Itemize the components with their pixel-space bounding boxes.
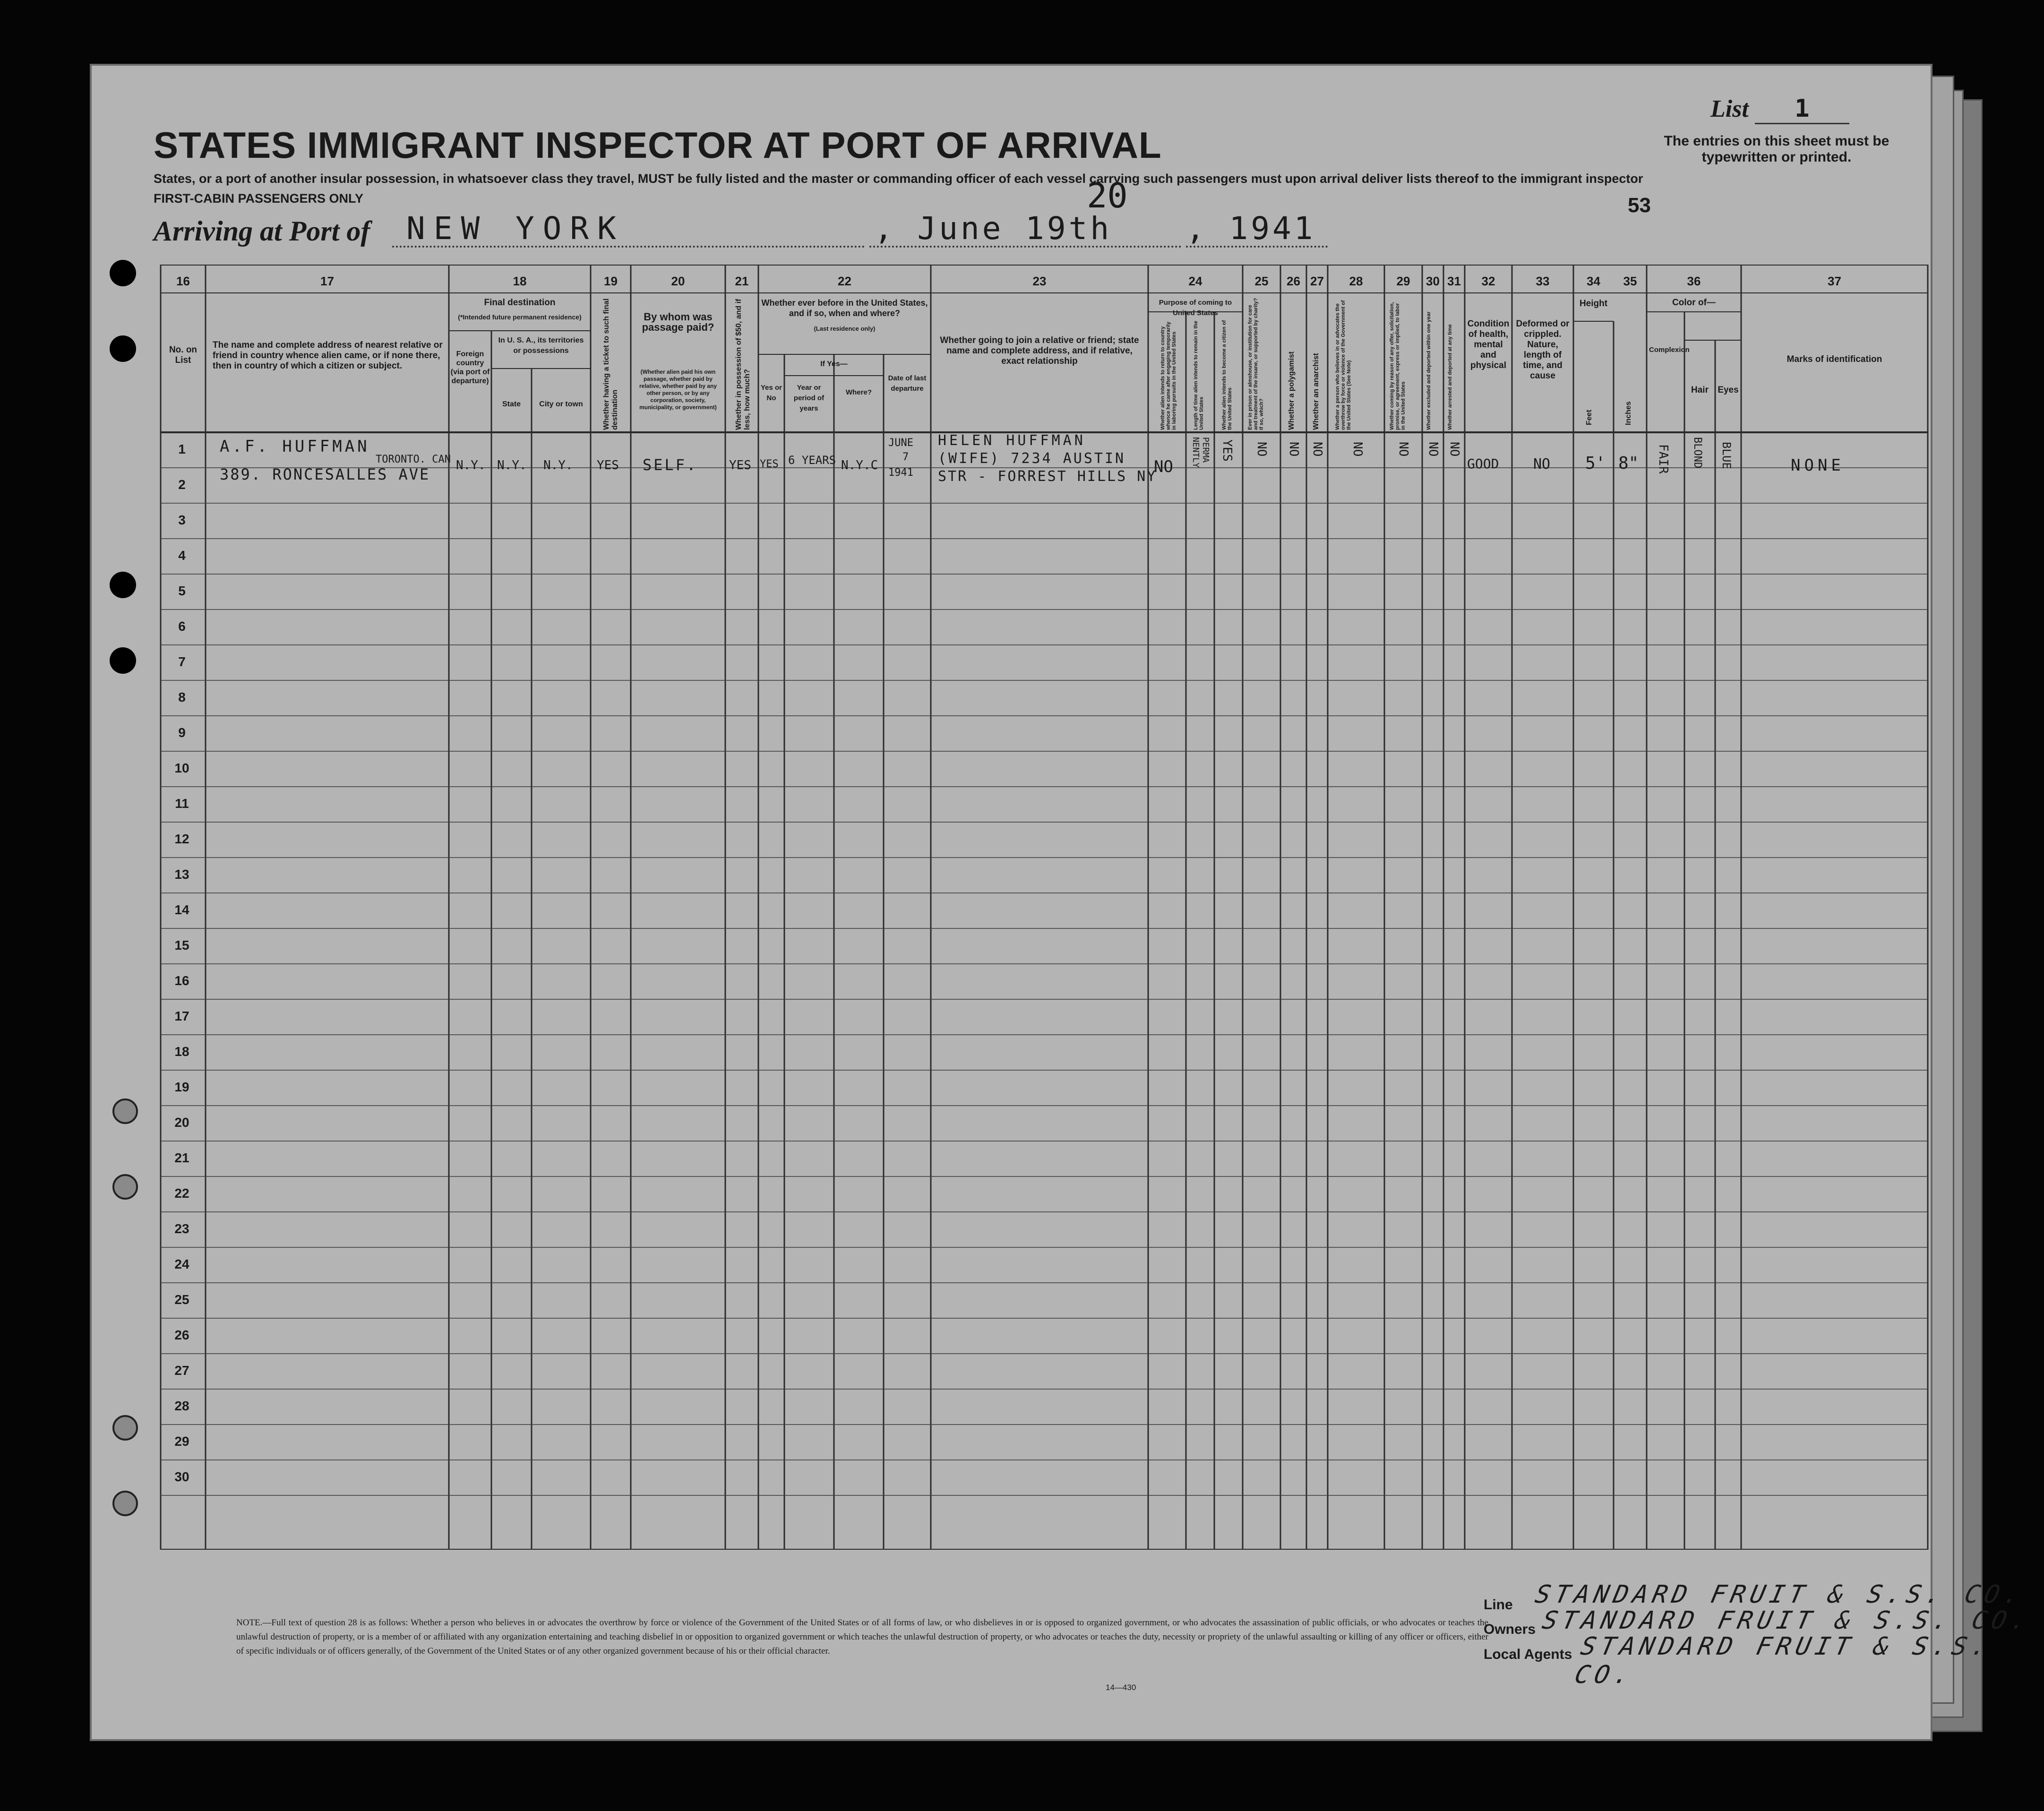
entry-where: N.Y.C (841, 458, 878, 472)
row-number: 29 (174, 1434, 189, 1449)
form-number: 14—430 (1106, 1683, 1136, 1692)
header-ticket: Whether having a ticket to such final destination (602, 298, 619, 430)
header-if-yes: If Yes— (820, 360, 848, 368)
header-money: Whether in possession of $50, and if less, how much? (735, 299, 751, 430)
year-value: , 1941 (1186, 210, 1316, 247)
row-number: 23 (174, 1221, 189, 1236)
row-number: 25 (174, 1292, 189, 1307)
header-date-departure: Date of last departure (888, 374, 927, 393)
row-number: 6 (178, 619, 186, 634)
entry-feet: 5' (1585, 454, 1606, 473)
date-value: , June 19th (874, 210, 1112, 247)
row-number: 12 (174, 832, 189, 846)
header-marks: Marks of identification (1786, 354, 1882, 364)
header-purpose-length: Length of time alien intends to remain in the United States (1193, 320, 1204, 430)
row-number: 30 (174, 1469, 189, 1484)
col-num-34: 34 (1587, 274, 1600, 288)
header-passage-sub: (Whether alien paid his own passage, whether paid by relative, whether paid by any other person, or by any corporation, society, municipality, or government) (639, 369, 717, 411)
header-hair: Hair (1691, 385, 1709, 395)
header-nearest-relative: The name and complete address of nearest relative or friend in country whence alien came, or if none there, then in country of which a citizen or subject. (213, 340, 443, 371)
entry-inches: 8" (1618, 454, 1639, 473)
header-overthrow: Whether a person who believes in or advocates the overthrow by force or violence of the Government of the United States (See Note) (1335, 300, 1352, 430)
col-num-20: 20 (671, 274, 685, 288)
col-num-19: 19 (604, 274, 618, 288)
entry-length: PERMA NENTLY (1191, 437, 1211, 468)
line-value: STANDARD FRUIT & S.S. CO. (1532, 1580, 2027, 1609)
col-num-21: 21 (735, 274, 749, 288)
header-color-of: Color of— (1672, 298, 1716, 308)
row-number: 24 (174, 1257, 189, 1271)
header-yes-no: Yes or No (760, 384, 782, 402)
header-no-on-list: No. on List (169, 345, 198, 365)
col-num-17: 17 (320, 274, 334, 288)
entry-years: 6 YEARS (788, 454, 836, 467)
col-num-23: 23 (1032, 274, 1047, 288)
row-number: 26 (174, 1328, 189, 1342)
entry-joining-line-1: HELEN HUFFMAN (938, 432, 1086, 449)
col-num-36: 36 (1687, 274, 1701, 288)
entry-ticket: YES (597, 458, 619, 472)
header-joining: Whether going to join a relative or friend; state name and complete address, and if relative, exact relationship (940, 335, 1139, 366)
row-number: 9 (178, 725, 186, 740)
row-number: 11 (175, 796, 189, 811)
entries-note: The entries on this sheet must be typewritten or printed. (1664, 133, 1889, 165)
entry-eyes: BLUE (1720, 442, 1733, 469)
entry-departure-day: 7 (902, 451, 909, 463)
port-value: NEW YORK (406, 210, 625, 247)
list-label: List (1710, 95, 1749, 122)
entry-deformed: NO (1533, 456, 1551, 472)
entry-relative-street: 389. RONCESALLES AVE (220, 465, 430, 483)
footnote-question-28: NOTE.—Full text of question 28 is as follows: Whether a person who believes in or advocates the overthrow by force or violence of the Government of the United States or of all forms of law, or who disbelieves in or is opposed to organized government, or who advocates the assassination of public officials, or who advocates or teaches the unlawful destruction of property, or is a member of or affiliated with any organization entertaining and teaching disbelief in or opposition to organized government or which teaches the unlawful destruction of property, or who advocates or teaches the duty, necessity or propriety of the unlawful assaulting or killing of any officer or officers, either of specific individuals or of officers generally, of the Government of the United States or of any other organized government because of his or their official character. (236, 1618, 1488, 1656)
manifest-table (90, 265, 1932, 1550)
header-feet: Feet (1585, 410, 1593, 425)
header-anarchist: Whether an anarchist (1312, 353, 1320, 430)
header-coming-by-reason: Whether coming by reason of any offer, solicitation, promise, or agreement, express or implied, to labor in the United States (1389, 302, 1406, 430)
col-num-22: 22 (838, 274, 851, 288)
col-num-28: 28 (1349, 274, 1363, 288)
list-number (1710, 94, 1849, 124)
row-number: 3 (178, 513, 186, 527)
entry-foreign-country: N.Y. (456, 458, 486, 472)
col-num-32: 32 (1481, 274, 1495, 288)
col-num-31: 31 (1447, 274, 1461, 288)
col-num-33: 33 (1536, 274, 1550, 288)
entry-relative-name: A.F. HUFFMAN (220, 437, 370, 456)
header-foreign-country: Foreign country (via port of departure) (450, 350, 490, 385)
entry-joining-line-2: (WIFE) 7234 AUSTIN (938, 450, 1126, 467)
entry-passage-paid: SELF. (643, 456, 698, 474)
header-health: Condition of health, mental and physical (1467, 319, 1510, 370)
row-number: 27 (174, 1363, 189, 1378)
entry-state: N.Y. (497, 458, 527, 472)
header-polygamist: Whether a polygamist (1288, 351, 1296, 430)
header-purpose: Purpose of coming to United States (1159, 299, 1232, 317)
row-number: 17 (174, 1009, 189, 1023)
entry-overthrow: NO (1350, 442, 1365, 457)
entry-return: NO (1154, 457, 1173, 476)
col-num-16: 16 (176, 274, 190, 288)
header-inches: Inches (1624, 401, 1632, 425)
entry-money: YES (729, 458, 751, 472)
header-prison: Ever in prison or almshouse, or institution for care and treatment of the insane, or supported by charity? If so, which? (1247, 298, 1264, 430)
sheet-number: 53 (1628, 194, 1651, 217)
header-passage-paid: By whom was passage paid? (642, 311, 714, 333)
header-before-sub: (Last residence only) (814, 325, 876, 332)
header-deformed: Deformed or crippled. Nature, length of time, and cause (1516, 319, 1570, 381)
header-final-destination: Final destination (484, 298, 556, 308)
header-where: Where? (845, 388, 872, 396)
entry-polygamist: NO (1287, 442, 1301, 457)
date-correction: 20 (1087, 176, 1128, 215)
header-city: City or town (539, 400, 583, 408)
entry-departure-year: 1941 (888, 467, 913, 479)
row-number: 28 (174, 1399, 189, 1413)
row-number: 10 (174, 761, 189, 775)
row-number: 1 (178, 442, 186, 456)
col-num-27: 27 (1310, 274, 1324, 288)
entry-marks: NONE (1791, 456, 1845, 475)
header-height: Height (1579, 299, 1608, 309)
entry-arrested: NO (1447, 442, 1461, 457)
row-number: 18 (174, 1044, 189, 1059)
entry-before-yes: YES (760, 458, 779, 470)
header-state: State (502, 400, 521, 408)
header-excluded: Whether excluded and deported within one year (1426, 311, 1432, 430)
header-purpose-citizen: Whether alien intends to become a citizen of the United States (1221, 320, 1233, 430)
row-number: 20 (174, 1115, 189, 1130)
row-number: 21 (174, 1150, 189, 1165)
entry-prison: NO (1254, 442, 1269, 457)
row-number: 8 (178, 690, 186, 704)
line-label: Line (1484, 1597, 1513, 1613)
col-num-18: 18 (513, 274, 527, 288)
header-year-period: Year or period of years (793, 384, 824, 412)
row-number: 7 (178, 654, 186, 669)
entry-relative-city: TORONTO. CAN (376, 454, 451, 465)
entry-city: N.Y. (543, 458, 573, 472)
row-number: 15 (174, 938, 189, 953)
intro-text: States, or a port of another insular possession, in whatsoever class they travel, MUST be fully listed and the master or commanding officer of each vessel carrying such passengers must upon arrival deliver lists thereof to the immigrant inspector (154, 172, 1643, 186)
row-number: 16 (174, 973, 189, 988)
col-num-35: 35 (1623, 274, 1637, 288)
row-number: 13 (174, 867, 189, 882)
owners-value: STANDARD FRUIT & S.S. CO. (1539, 1606, 2034, 1635)
entry-excluded: NO (1426, 442, 1440, 457)
row-number: 4 (178, 548, 186, 563)
list-value: 1 (1755, 94, 1849, 124)
header-final-destination-sub: (*Intended future permanent residence) (458, 313, 582, 321)
local-agents-label: Local Agents (1484, 1647, 1572, 1662)
entry-offer: NO (1396, 442, 1410, 457)
local-agents-value: STANDARD FRUIT & S.S. CO. (1572, 1632, 1994, 1689)
page-title: STATES IMMIGRANT INSPECTOR AT PORT OF ARRIVAL (154, 124, 1162, 166)
entry-joining-line-3: STR - FORREST HILLS NY (938, 468, 1157, 485)
row-number: 14 (174, 902, 189, 917)
header-in-usa: In U. S. A., its territories or possessions (498, 336, 584, 355)
col-num-37: 37 (1828, 274, 1841, 288)
entry-complexion: FAIR (1656, 444, 1670, 474)
col-num-24: 24 (1188, 274, 1202, 288)
owners-label: Owners (1484, 1622, 1536, 1637)
col-num-29: 29 (1396, 274, 1410, 288)
header-eyes: Eyes (1718, 385, 1739, 395)
header-purpose-return: Whether alien intends to return to country whence he came after engaging temporarily in laboring pursuits in the United States (1160, 321, 1177, 430)
entry-departure-month: JUNE (888, 437, 913, 449)
row-number: 2 (178, 477, 186, 492)
col-num-30: 30 (1426, 274, 1440, 288)
header-complexion: Complexion (1649, 346, 1690, 354)
entry-anarchist: NO (1310, 442, 1324, 457)
row-number: 5 (178, 584, 186, 598)
cabin-class: FIRST-CABIN PASSENGERS ONLY (154, 191, 364, 206)
arriving-label: Arriving at Port of (154, 215, 370, 247)
entry-citizen: YES (1220, 439, 1234, 462)
row-number: 19 (174, 1080, 189, 1094)
header-before-us: Whether ever before in the United States, and if so, when and where? (761, 298, 928, 318)
col-num-25: 25 (1254, 274, 1269, 288)
col-num-26: 26 (1287, 274, 1300, 288)
entry-health: GOOD (1467, 456, 1499, 472)
header-arrested: Whether arrested and deported at any time (1447, 324, 1453, 430)
entry-hair: BLOND (1692, 437, 1703, 469)
row-number: 22 (174, 1186, 189, 1201)
